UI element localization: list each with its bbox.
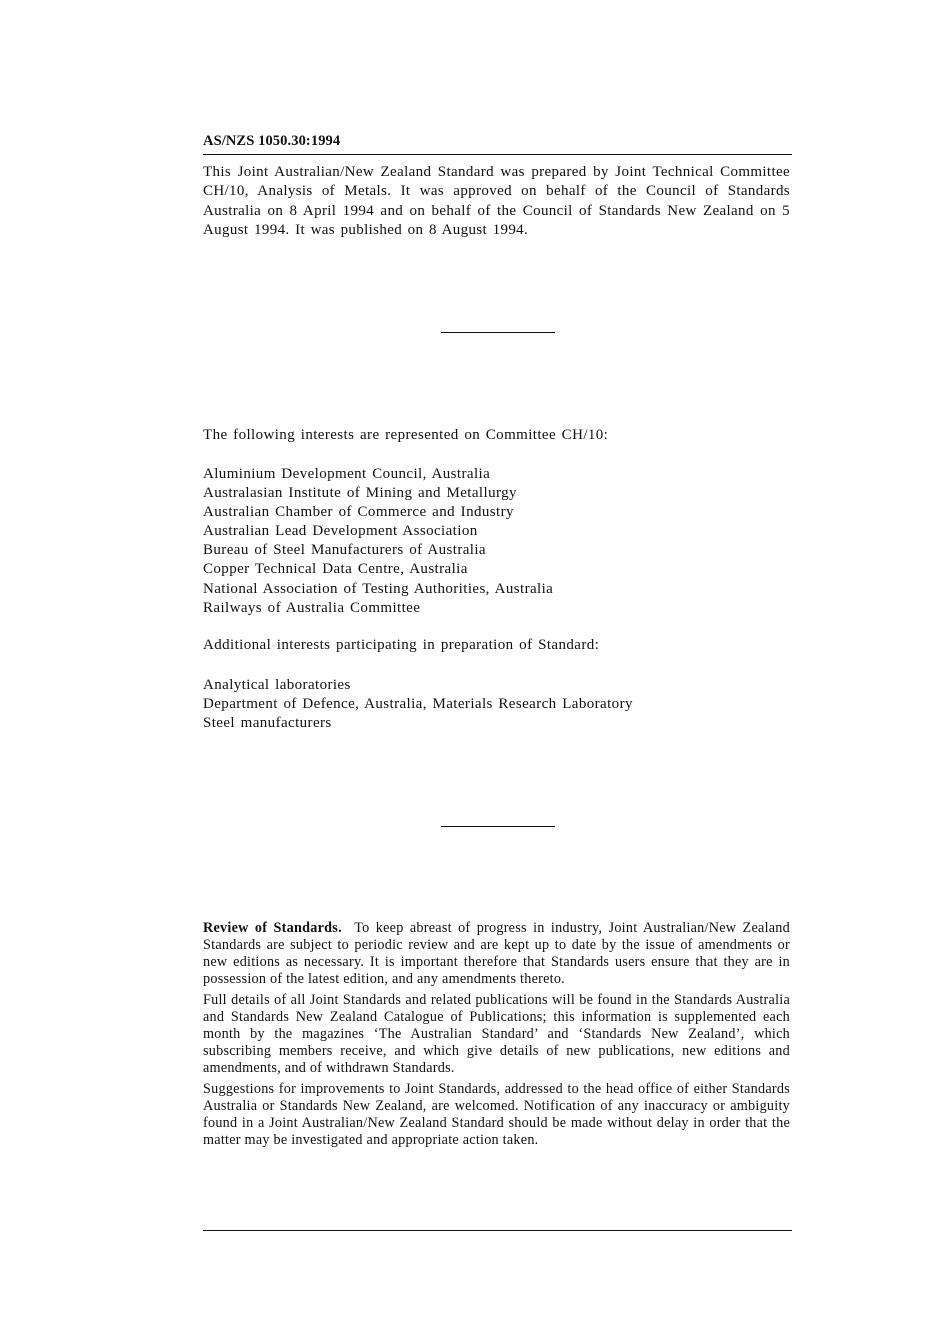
footer-rule xyxy=(203,1230,792,1231)
list-item: Australasian Institute of Mining and Metallurgy xyxy=(203,485,517,502)
list-item: Bureau of Steel Manufacturers of Australia xyxy=(203,542,486,559)
header-rule xyxy=(203,154,792,155)
review-heading: Review of Standards. xyxy=(203,920,342,936)
review-text: To keep abreast of progress in industry, Joint Australian/New Zealand Standards are subject to periodic review and are kept up to date by the issue of amendments or new editions as necessary. It is important therefore that Standards users ensure that they are in possession of the latest edition, and any amendments thereto. xyxy=(203,920,790,987)
list-item: Railways of Australia Committee xyxy=(203,599,421,616)
list-item: Department of Defence, Australia, Materials Research Laboratory xyxy=(203,696,633,713)
list-item: Australian Chamber of Commerce and Industry xyxy=(203,504,514,521)
section-divider xyxy=(441,332,555,333)
committee-heading: The following interests are represented on Committee CH/10: xyxy=(203,427,609,443)
review-of-standards-section xyxy=(203,920,790,1153)
section-divider xyxy=(441,826,555,827)
additional-interests-heading: Additional interests participating in preparation of Standard: xyxy=(203,637,600,653)
suggestions-paragraph: Suggestions for improvements to Joint Standards, addressed to the head office of either Standards Australia or Standards New Zealand, are welcomed. Notification of any inaccuracy or ambiguity found in a Joint Australian/New Zealand Standard should be made without delay in order that the matter may be investigated and appropriate action taken. xyxy=(203,1081,790,1148)
list-item: Analytical laboratories xyxy=(203,677,351,693)
list-item: Australian Lead Development Association xyxy=(203,523,478,540)
list-item: National Association of Testing Authorities, Australia xyxy=(203,580,554,597)
document-identifier: AS/NZS 1050.30:1994 xyxy=(203,133,341,149)
catalogue-paragraph: Full details of all Joint Standards and related publications will be found in the Standards Australia and Standards New Zealand Catalogue of Publications; this information is supplemented each month by the magazines ‘The Australian Standard’ and ‘Standards New Zealand’, which subscribing members receive, and which give details of new publications, new editions and amendments, and of withdrawn Standards. xyxy=(203,992,790,1076)
additional-interests-list xyxy=(203,676,633,733)
review-paragraph xyxy=(203,920,790,988)
committee-organizations-list xyxy=(203,465,553,618)
list-item: Copper Technical Data Centre, Australia xyxy=(203,561,468,578)
preparation-statement: This Joint Australian/New Zealand Standard was prepared by Joint Technical Committee CH/10, Analysis of Metals. It was approved on behalf of the Council of Standards Australia on 8 April 1994 and on behalf of the Council of Standards New Zealand on 5 August 1994. It was published on 8 August 1994. xyxy=(203,164,790,238)
list-item: Aluminium Development Council, Australia xyxy=(203,466,491,482)
list-item: Steel manufacturers xyxy=(203,715,332,732)
